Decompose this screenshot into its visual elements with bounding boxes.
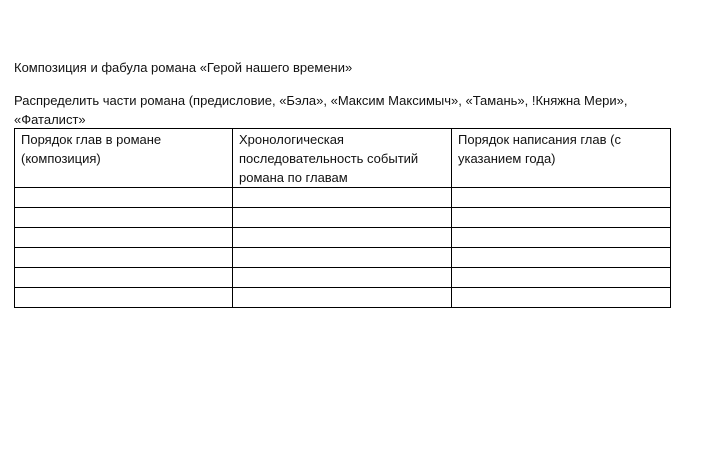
table-cell[interactable] [233, 208, 452, 228]
table-cell[interactable] [452, 208, 671, 228]
table-row [15, 288, 671, 308]
header-writing-order: Порядок написания глав (с указанием года) [452, 129, 671, 188]
table-cell[interactable] [452, 228, 671, 248]
document-title: Композиция и фабула романа «Герой нашего времени» [14, 60, 353, 75]
table-cell[interactable] [15, 188, 233, 208]
table-cell[interactable] [452, 248, 671, 268]
table-header-row [15, 129, 671, 188]
table-cell[interactable] [233, 188, 452, 208]
chapter-order-table [14, 128, 671, 308]
table-cell[interactable] [233, 228, 452, 248]
table-cell[interactable] [15, 228, 233, 248]
table-cell[interactable] [233, 288, 452, 308]
task-instruction: Распределить части романа (предисловие, «Бэла», «Максим Максимыч», «Тамань», !Княжна Мери», «Фаталист» [14, 93, 628, 127]
table-cell[interactable] [233, 268, 452, 288]
table-cell[interactable] [15, 248, 233, 268]
table-row [15, 228, 671, 248]
table-row [15, 248, 671, 268]
table-cell[interactable] [15, 288, 233, 308]
table-cell[interactable] [15, 208, 233, 228]
table-row [15, 188, 671, 208]
header-composition-order: Порядок глав в романе (композиция) [15, 129, 233, 188]
header-chronological-order: Хронологическая последовательность событий романа по главам [233, 129, 452, 188]
table-row [15, 268, 671, 288]
table-cell[interactable] [452, 268, 671, 288]
table-cell[interactable] [233, 248, 452, 268]
table-row [15, 208, 671, 228]
table-cell[interactable] [452, 288, 671, 308]
table-cell[interactable] [452, 188, 671, 208]
table-cell[interactable] [15, 268, 233, 288]
